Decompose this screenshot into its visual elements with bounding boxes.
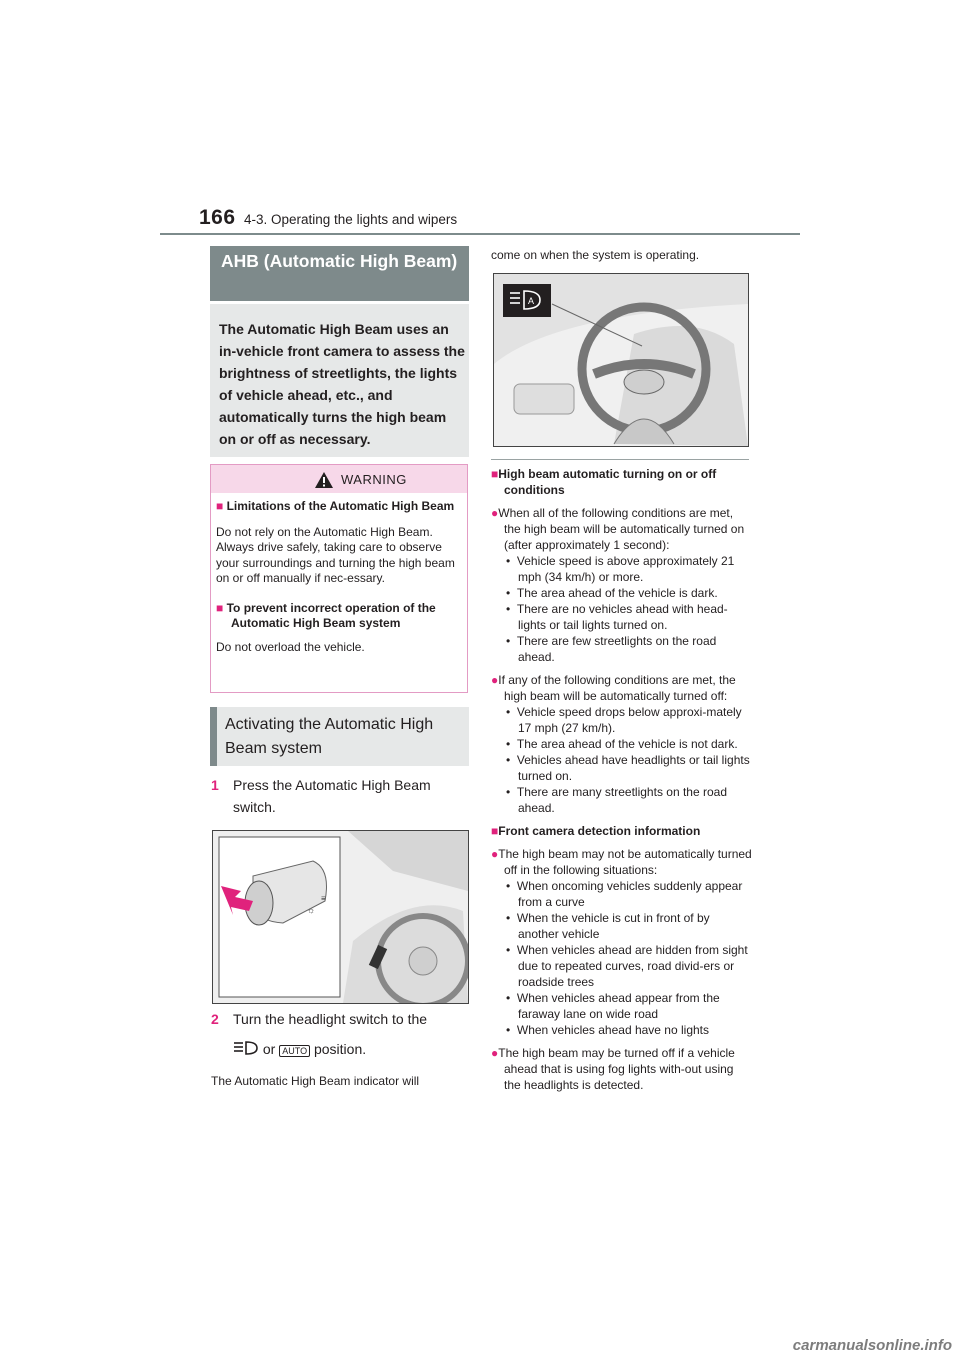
square-bullet-icon: ■ bbox=[491, 824, 499, 838]
position-text: position. bbox=[313, 1041, 367, 1057]
circle-bullet-icon: ● bbox=[491, 1046, 499, 1060]
bullet-camera: ●The high beam may not be automatically turned off in the following situations: bbox=[491, 847, 752, 877]
circle-bullet-icon: ● bbox=[491, 673, 499, 687]
step-1 bbox=[211, 774, 469, 820]
list-item: • There are many streetlights on the road ahead. bbox=[506, 785, 727, 815]
step-number: 1 bbox=[211, 777, 219, 793]
svg-text:A: A bbox=[528, 296, 535, 306]
headlight-switch-illustration bbox=[213, 831, 468, 1003]
header-divider bbox=[160, 233, 800, 235]
warning-triangle-icon bbox=[314, 471, 334, 489]
step-text: Press the Automatic High Beam switch. bbox=[233, 777, 431, 815]
list-item: • When oncoming vehicles suddenly appear from a curve bbox=[506, 879, 743, 909]
list-item: • The area ahead of the vehicle is not dark. bbox=[506, 737, 738, 751]
warning-label: WARNING bbox=[341, 472, 407, 487]
warning-subheading-1: ■ Limitations of the Automatic High Beam bbox=[216, 499, 455, 513]
step-2-position-line bbox=[233, 1038, 473, 1062]
subheading-camera: ■Front camera detection information bbox=[491, 824, 701, 838]
heading-activating-text: Activating the Automatic High Beam system bbox=[225, 716, 434, 757]
list-item: • Vehicles ahead have headlights or tail lights turned on. bbox=[506, 753, 750, 783]
figure-cockpit-indicator bbox=[493, 273, 749, 447]
circle-bullet-icon: ● bbox=[491, 847, 499, 861]
list-item: • When vehicles ahead appear from the faraway lane on wide road bbox=[506, 991, 720, 1021]
warning-header bbox=[211, 465, 467, 493]
bullet-on: ●When all of the following conditions are met, the high beam will be automatically turned on (after approximately 1 second): bbox=[491, 506, 745, 552]
heading-activating bbox=[210, 707, 469, 766]
continued-text: come on when the system is operating. bbox=[491, 248, 700, 262]
page-number: 166 bbox=[199, 206, 236, 229]
intro-text: The Automatic High Beam uses an in-vehicle front camera to assess the brightness of streetlights, the lights of vehicle ahead, etc., and automatically turns the high beam on or off as necessary. bbox=[219, 321, 465, 447]
subheading-on-off: ■High beam automatic turning on or off conditions bbox=[491, 467, 717, 497]
intro-box bbox=[210, 304, 469, 457]
svg-text:☼: ☼ bbox=[307, 905, 316, 915]
list-item: • When vehicles ahead have no lights bbox=[506, 1023, 709, 1037]
step-number: 2 bbox=[211, 1011, 219, 1027]
list-item: • The area ahead of the vehicle is dark. bbox=[506, 586, 718, 600]
list-item: • There are no vehicles ahead with head-lights or tail lights turned on. bbox=[506, 602, 728, 632]
high-beam-icon bbox=[233, 1040, 259, 1056]
heading-ahb bbox=[210, 246, 469, 301]
circle-bullet-icon: ● bbox=[491, 506, 499, 520]
list-item: • When vehicles ahead are hidden from sight due to repeated curves, road divid-ers or roadside trees bbox=[506, 943, 748, 989]
warning-body bbox=[216, 499, 461, 655]
square-bullet-icon: ■ bbox=[491, 467, 499, 481]
section-title: 4-3. Operating the lights and wipers bbox=[244, 212, 458, 227]
figure-headlight-switch bbox=[212, 830, 469, 1004]
warning-paragraph-1: Do not rely on the Automatic High Beam. Always drive safely, taking care to observe your surroundings and turning the high beam on or off manually if nec-essary. bbox=[216, 524, 455, 585]
cockpit-illustration bbox=[494, 274, 748, 446]
square-bullet-icon: ■ bbox=[216, 499, 224, 513]
warning-subheading-2: ■ To prevent incorrect operation of the Automatic High Beam system bbox=[216, 600, 436, 630]
right-column-body bbox=[491, 466, 753, 1093]
warning-paragraph-2: Do not overload the vehicle. bbox=[216, 639, 365, 654]
right-divider bbox=[491, 459, 749, 460]
or-text: or bbox=[262, 1041, 276, 1057]
watermark: carmanualsonline.info bbox=[792, 1337, 952, 1354]
list-item: • Vehicle speed is above approximately 21 mph (34 km/h) or more. bbox=[506, 554, 735, 584]
list-item: • Vehicle speed drops below approxi-mately 17 mph (27 km/h). bbox=[506, 705, 742, 735]
bullet-fog: ●The high beam may be turned off if a vehicle ahead that is using fog lights with-out using the headlights is detected. bbox=[491, 1046, 735, 1092]
warning-box bbox=[210, 464, 468, 693]
list-item: • When the vehicle is cut in front of by another vehicle bbox=[506, 911, 710, 941]
step-2 bbox=[211, 1008, 469, 1068]
svg-text:≡: ≡ bbox=[321, 894, 326, 903]
indicator-note: The Automatic High Beam indicator will bbox=[211, 1074, 420, 1088]
square-bullet-icon: ■ bbox=[216, 600, 224, 615]
list-item: • There are few streetlights on the road ahead. bbox=[506, 634, 717, 664]
step-text: Turn the headlight switch to the bbox=[233, 1011, 428, 1027]
heading-ahb-text: AHB (Automatic High Beam) bbox=[221, 251, 458, 271]
auto-icon: AUTO bbox=[279, 1045, 310, 1057]
bullet-off: ●If any of the following conditions are met, the high beam will be automatically turned off: bbox=[491, 673, 736, 703]
